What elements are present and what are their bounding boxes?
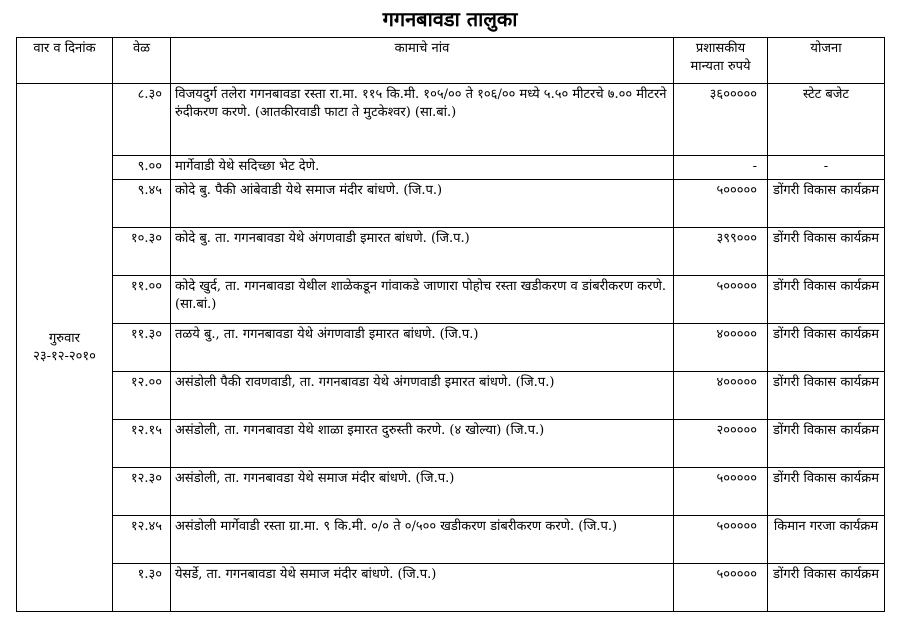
time-cell: १२.३० bbox=[113, 468, 171, 516]
schedule-table bbox=[16, 37, 885, 612]
table-row bbox=[17, 372, 885, 420]
scheme-cell: डोंगरी विकास कार्यक्रम bbox=[768, 468, 885, 516]
table-row bbox=[17, 228, 885, 276]
scheme-cell: डोंगरी विकास कार्यक्रम bbox=[768, 372, 885, 420]
table-header-row bbox=[17, 38, 885, 84]
table-row bbox=[17, 84, 885, 156]
amount-cell: ५००००० bbox=[674, 516, 768, 564]
amount-cell: ५००००० bbox=[674, 564, 768, 612]
amount-cell: ४००००० bbox=[674, 372, 768, 420]
work-cell: असंडोली, ता. गगनबावडा येथे समाज मंदीर बांधणे. (जि.प.) bbox=[171, 468, 674, 516]
table-row bbox=[17, 420, 885, 468]
scheme-cell: डोंगरी विकास कार्यक्रम bbox=[768, 420, 885, 468]
amount-cell: ५००००० bbox=[674, 276, 768, 324]
work-cell: असंडोली, ता. गगनबावडा येथे शाळा इमारत दुरुस्ती करणे. (४ खोल्या) (जि.प.) bbox=[171, 420, 674, 468]
amount-cell: ३९९००० bbox=[674, 228, 768, 276]
work-cell: असंडोली पैकी रावणवाडी, ता. गगनबावडा येथे अंगणवाडी इमारत बांधणे. (जि.प.) bbox=[171, 372, 674, 420]
time-cell: १२.४५ bbox=[113, 516, 171, 564]
page-title: गगनबावडा तालुका bbox=[382, 7, 518, 31]
amount-cell: ४००००० bbox=[674, 324, 768, 372]
table-row bbox=[17, 564, 885, 612]
header-approval: प्रशासकीय मान्यता रुपये bbox=[674, 38, 768, 84]
work-cell: कोदे बु. पैकी आंबेवाडी येथे समाज मंदीर बांधणे. (जि.प.) bbox=[171, 180, 674, 228]
day-label: गुरुवार bbox=[48, 330, 80, 346]
work-cell: कोदे खुर्द, ता. गगनबावडा येथील शाळेकडून गांवाकडे जाणारा पोहोच रस्ता खडीकरण व डांबरीकरण करणे. (सा.बां.) bbox=[171, 276, 674, 324]
time-cell: १.३० bbox=[113, 564, 171, 612]
scheme-cell: डोंगरी विकास कार्यक्रम bbox=[768, 180, 885, 228]
amount-cell: - bbox=[674, 156, 768, 180]
table-row bbox=[17, 180, 885, 228]
time-cell: १२.०० bbox=[113, 372, 171, 420]
table-row bbox=[17, 156, 885, 180]
header-day-date: वार व दिनांक bbox=[17, 38, 113, 84]
time-cell: ८.३० bbox=[113, 84, 171, 156]
time-cell: १०.३० bbox=[113, 228, 171, 276]
work-cell: तळये बु., ता. गगनबावडा येथे अंगणवाडी इमारत बांधणे. (जि.प.) bbox=[171, 324, 674, 372]
amount-cell: ५००००० bbox=[674, 468, 768, 516]
time-cell: ९.०० bbox=[113, 156, 171, 180]
scheme-cell: स्टेट बजेट bbox=[768, 84, 885, 156]
day-date-cell bbox=[17, 84, 113, 612]
scheme-cell: डोंगरी विकास कार्यक्रम bbox=[768, 276, 885, 324]
work-cell: विजयदुर्ग तलेरा गगनबावडा रस्ता रा.मा. ११५ कि.मी. १०५/०० ते १०६/०० मध्ये ५.५० मीटरचे ७.०० मीटरने रुंदीकरण करणे. (आतकीरवाडी फाटा ते मुटकेश्वर) (सा.बां.) bbox=[171, 84, 674, 156]
amount-cell: ५००००० bbox=[674, 180, 768, 228]
header-time: वेळ bbox=[113, 38, 171, 84]
table-row bbox=[17, 516, 885, 564]
work-cell: कोदे बु. ता. गगनबावडा येथे अंगणवाडी इमारत बांधणे. (जि.प.) bbox=[171, 228, 674, 276]
table-row bbox=[17, 276, 885, 324]
scheme-cell: - bbox=[768, 156, 885, 180]
header-work-name: कामाचे नांव bbox=[171, 38, 674, 84]
time-cell: ९.४५ bbox=[113, 180, 171, 228]
work-cell: येसर्डे, ता. गगनबावडा येथे समाज मंदीर बांधणे. (जि.प.) bbox=[171, 564, 674, 612]
date-label: २३-१२-२०१० bbox=[33, 348, 96, 364]
amount-cell: २००००० bbox=[674, 420, 768, 468]
time-cell: ११.०० bbox=[113, 276, 171, 324]
scheme-cell: किमान गरजा कार्यक्रम bbox=[768, 516, 885, 564]
amount-cell: ३६००००० bbox=[674, 84, 768, 156]
time-cell: १२.१५ bbox=[113, 420, 171, 468]
work-cell: असंडोली मार्गेवाडी रस्ता ग्रा.मा. ९ कि.मी. ०/० ते ०/५०० खडीकरण डांबरीकरण करणे. (जि.प.) bbox=[171, 516, 674, 564]
time-cell: ११.३० bbox=[113, 324, 171, 372]
scheme-cell: डोंगरी विकास कार्यक्रम bbox=[768, 324, 885, 372]
table-row bbox=[17, 468, 885, 516]
header-scheme: योजना bbox=[768, 38, 885, 84]
table-row bbox=[17, 324, 885, 372]
scheme-cell: डोंगरी विकास कार्यक्रम bbox=[768, 228, 885, 276]
work-cell: मार्गेवाडी येथे सदिच्छा भेट देणे. bbox=[171, 156, 674, 180]
scheme-cell: डोंगरी विकास कार्यक्रम bbox=[768, 564, 885, 612]
